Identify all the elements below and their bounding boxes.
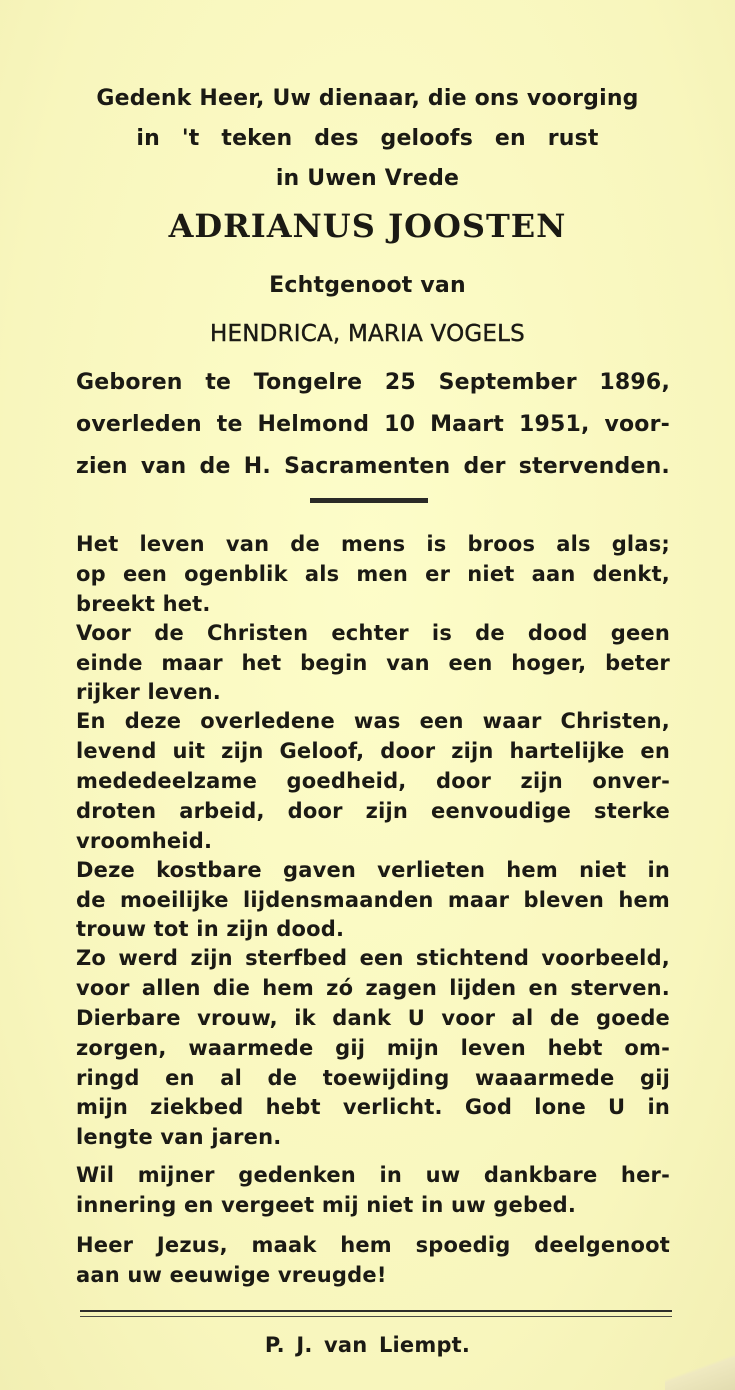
text-line: trouw tot in zijn dood. [76, 917, 345, 941]
text-line: mededeelzame goedheid, door zijn onver- [76, 769, 670, 793]
text-line: En deze overledene was een waar Christen, [76, 709, 670, 733]
life-dates-line-1: Geboren te Tongelre 25 September 1896, [76, 370, 670, 395]
text-line: breekt het. [76, 592, 211, 616]
text-line: op een ogenblik als men er niet aan denkt, [76, 562, 670, 586]
text-line: voor allen die hem zó zagen lijden en sterven. [76, 976, 670, 1000]
text-line: Wil mijner gedenken in uw dankbare her- [76, 1163, 670, 1187]
text-line: aan uw eeuwige vreugde! [76, 1263, 387, 1287]
text-line: vroomheid. [76, 829, 213, 853]
text-line: Deze kostbare gaven verlieten hem niet in [76, 858, 670, 882]
text-line: de moeilijke lijdensmaanden maar bleven hem [76, 888, 670, 912]
text-line: innering en vergeet mij niet in uw gebed. [76, 1193, 577, 1217]
life-dates-line-2: overleden te Helmond 10 Maart 1951, voor- [76, 412, 670, 437]
text-line: Zo werd zijn sterfbed een stichtend voorbeeld, [76, 946, 670, 970]
text-line: ringd en al de toewijding waaarmede gij [76, 1066, 670, 1090]
prayer-line-3: in Uwen Vrede [275, 166, 460, 191]
spouse-relation: Echtgenoot van [269, 273, 466, 298]
text-line: Heer Jezus, maak hem spoedig deelgenoot [76, 1233, 670, 1257]
printer-name: P. J. van Liempt. [264, 1333, 471, 1357]
long-divider [80, 1310, 672, 1317]
text-line: Dierbare vrouw, ik dank U voor al de goede [76, 1006, 670, 1030]
text-line: einde maar het begin van een hoger, beter [76, 651, 670, 675]
prayer-line-2: in 't teken des geloofs en rust [136, 126, 599, 151]
deceased-name: ADRIANUS JOOSTEN [168, 207, 567, 245]
text-line: Voor de Christen echter is de dood geen [76, 621, 670, 645]
text-line: droten arbeid, door zijn eenvoudige sterke [76, 799, 670, 823]
worn-corner [665, 1350, 735, 1390]
text-line: mijn ziekbed hebt verlicht. God lone U in [76, 1095, 670, 1119]
text-line: levend uit zijn Geloof, door zijn hartelijke en [76, 739, 670, 763]
text-line: zorgen, waarmede gij mijn leven hebt om- [76, 1036, 670, 1060]
prayer-line-1: Gedenk Heer, Uw dienaar, die ons voorging [96, 86, 639, 111]
life-dates-line-3: zien van de H. Sacramenten der stervenden. [76, 454, 670, 479]
text-line: lengte van jaren. [76, 1125, 282, 1149]
text-line: Het leven van de mens is broos als glas; [76, 532, 670, 556]
short-divider [310, 498, 428, 503]
text-line: rijker leven. [76, 680, 221, 704]
spouse-name: HENDRICA, MARIA VOGELS [210, 321, 525, 347]
